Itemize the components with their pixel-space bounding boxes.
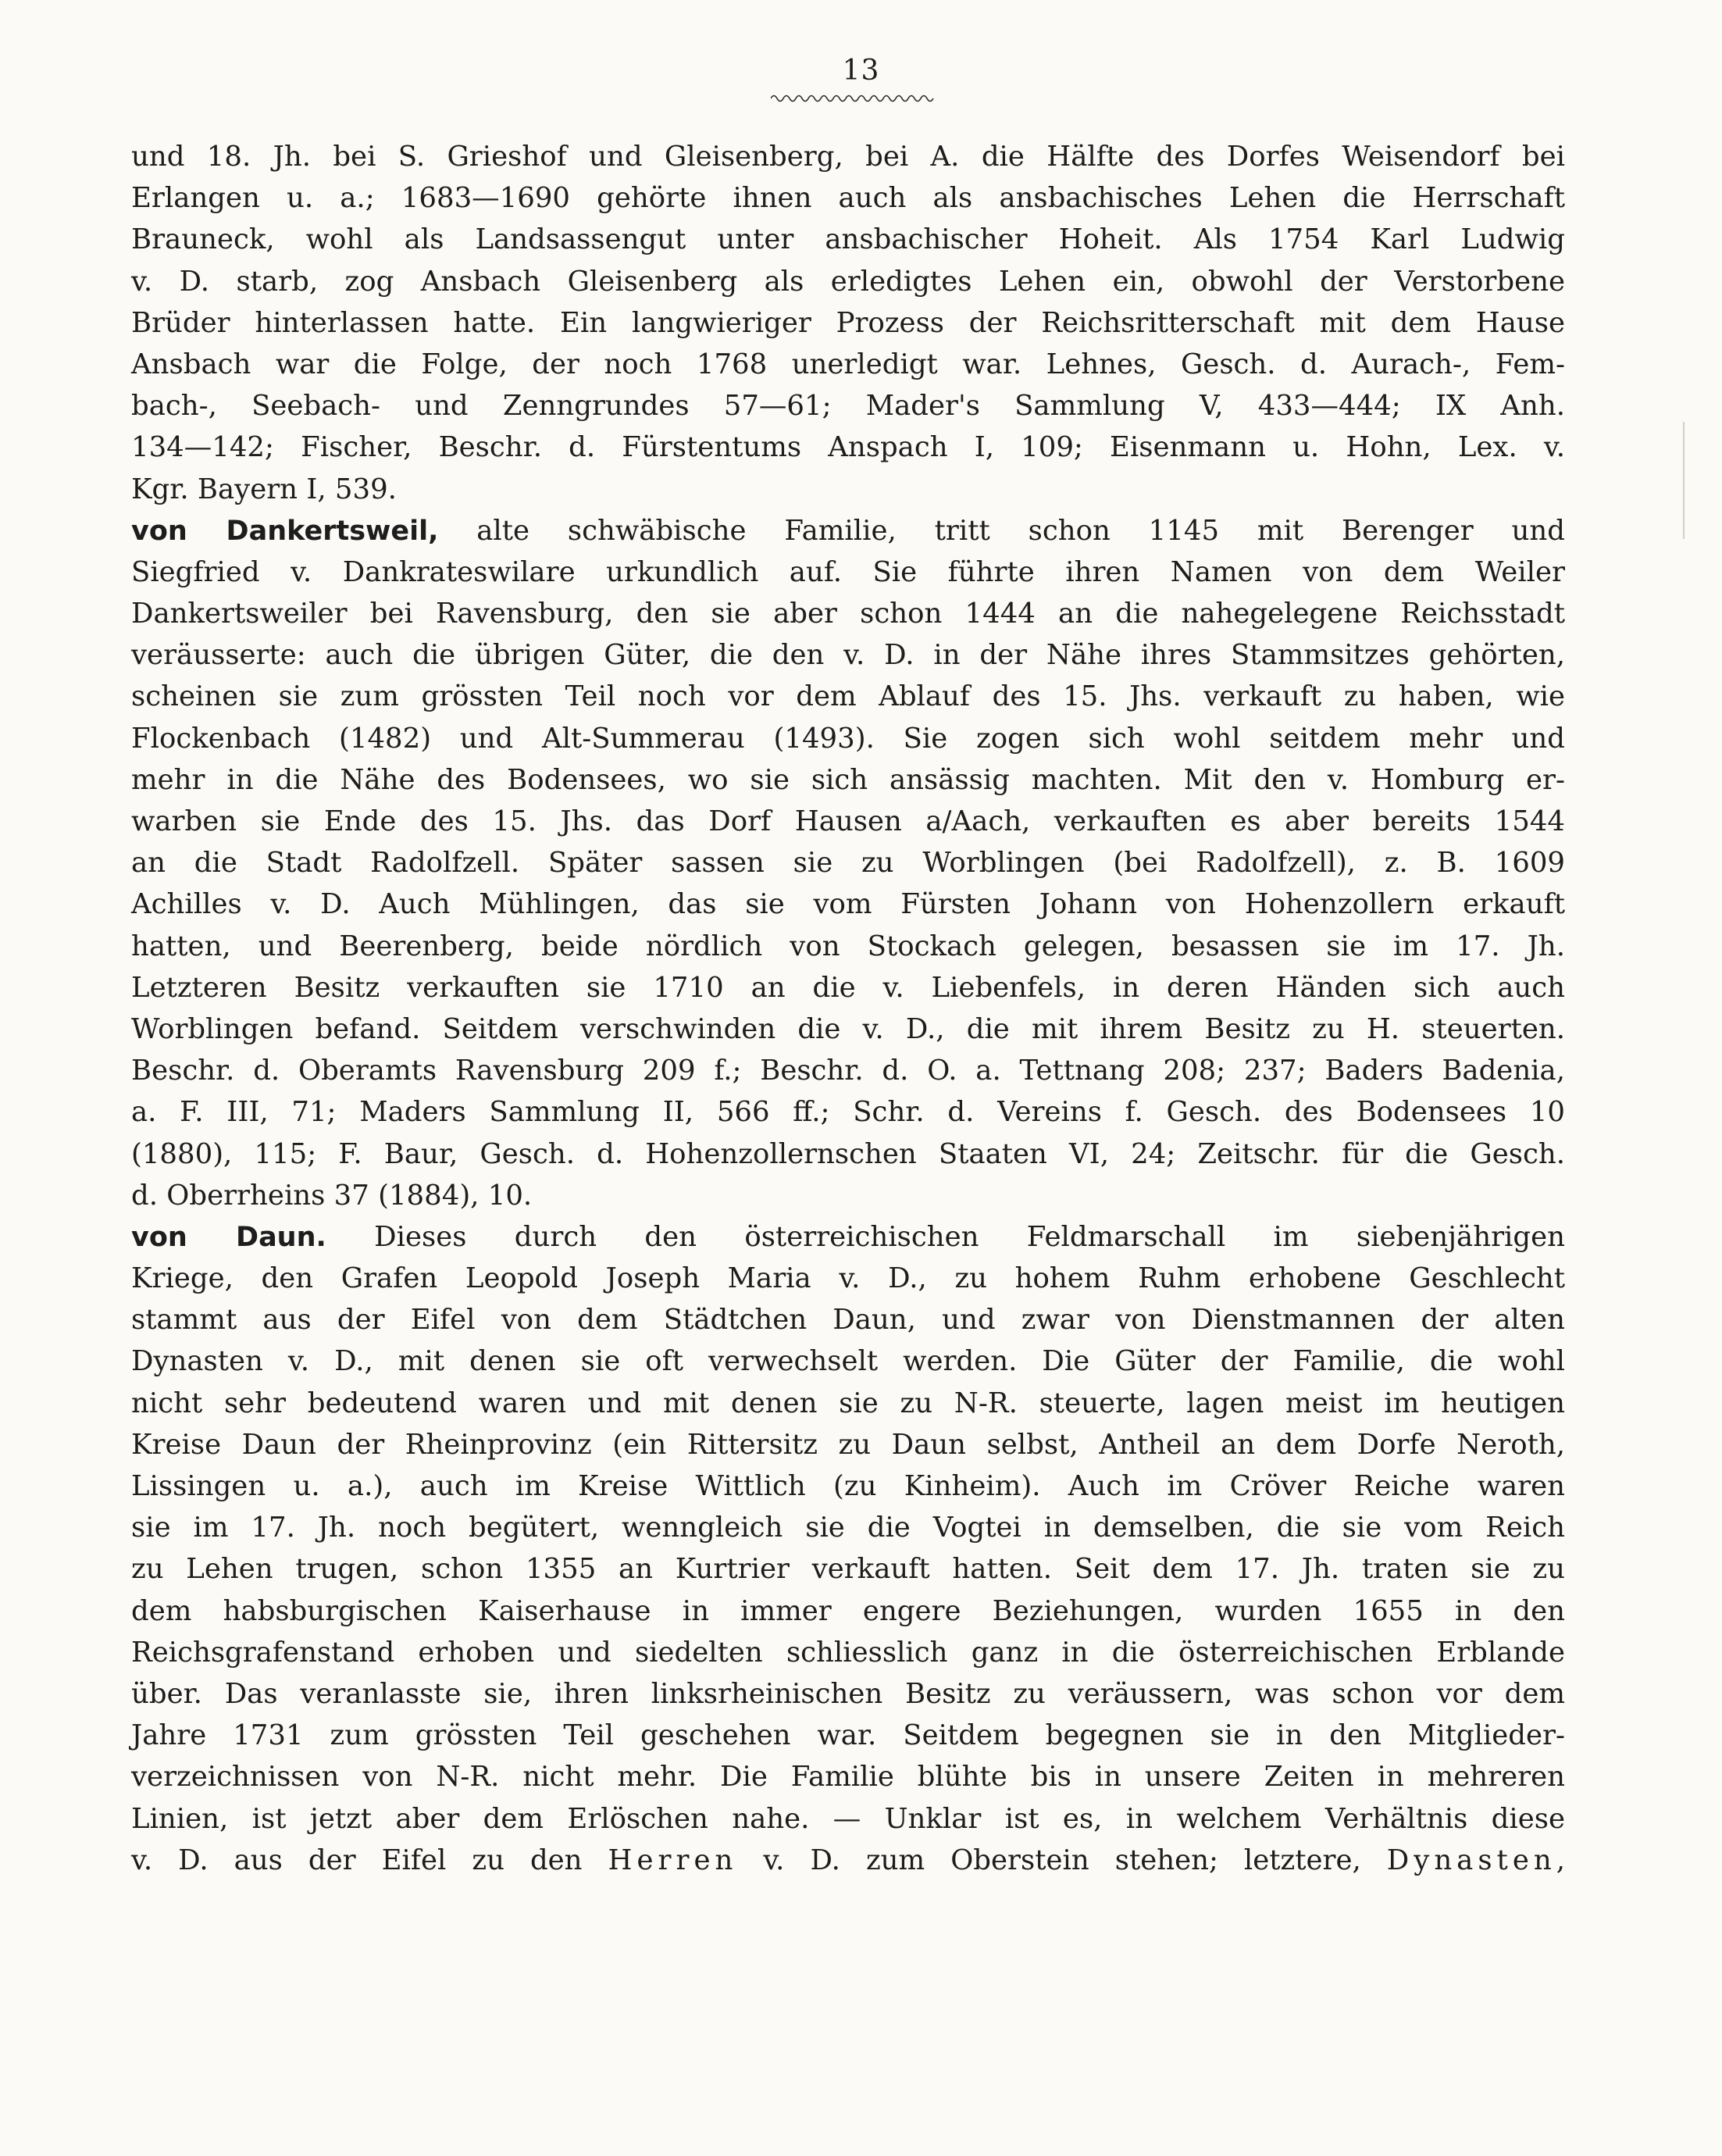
text-line: dem habsburgischen Kaiserhause in immer engere Beziehungen, wurden 1655 in den <box>131 1594 1565 1627</box>
margin-scan-mark <box>1683 422 1685 539</box>
page-number: 13 <box>842 55 880 87</box>
text-line: Siegfried v. Dankrateswilare urkundlich auf. Sie führte ihren Namen von dem Weiler <box>131 555 1565 588</box>
spaced-word: Dynasten <box>1386 1844 1556 1876</box>
text-line: Brüder hinterlassen hatte. Ein langwieriger Prozess der Reichsritterschaft mit dem Hause <box>131 306 1565 339</box>
text-run: v. D. zum Oberstein stehen; letztere, <box>737 1844 1387 1876</box>
text-line: Worblingen befand. Seitdem verschwinden die v. D., die mit ihrem Besitz zu H. steuerten. <box>131 1012 1565 1045</box>
spaced-word: Herren <box>608 1844 738 1876</box>
text-line: Letzteren Besitz verkauften sie 1710 an die v. Liebenfels, in deren Händen sich auch <box>131 971 1565 1004</box>
text-line <box>131 1840 1565 1881</box>
text-line: Kgr. Bayern I, 539. <box>131 473 397 505</box>
text-line: Kreise Daun der Rheinprovinz (ein Rittersitz zu Daun selbst, Antheil an dem Dorfe Neroth, <box>131 1428 1565 1461</box>
text-line: Lissingen u. a.), auch im Kreise Wittlich (zu Kinheim). Auch im Cröver Reiche waren <box>131 1470 1565 1502</box>
text-line: an die Stadt Radolfzell. Später sassen sie zu Worblingen (bei Radolfzell), z. B. 1609 <box>131 847 1565 880</box>
wavy-ornament-divider <box>771 93 935 104</box>
text-line: warben sie Ende des 15. Jhs. das Dorf Hausen a/Aach, verkauften es aber bereits 1544 <box>131 805 1565 837</box>
text-line: v. D. starb, zog Ansbach Gleisenberg als erledigtes Lehen ein, obwohl der Verstorbene <box>131 265 1565 298</box>
text-line: Kriege, den Grafen Leopold Joseph Maria v. D., zu hohem Ruhm erhobene Geschlecht <box>131 1262 1565 1295</box>
text-line: sie im 17. Jh. noch begütert, wenngleich sie die Vogtei in demselben, die sie vom Reich <box>131 1512 1565 1544</box>
entry-line-daun <box>131 1216 1565 1258</box>
text-run: v. D. aus der Eifel zu den <box>131 1844 608 1876</box>
body-text <box>131 136 1565 1881</box>
text-line: und 18. Jh. bei S. Grieshof und Gleisenberg, bei A. die Hälfte des Dorfes Weisendorf bei <box>131 141 1565 173</box>
text-run: Dieses durch den österreichischen Feldmarschall im siebenjährigen <box>326 1220 1566 1253</box>
text-line: zu Lehen trugen, schon 1355 an Kurtrier verkauft hatten. Seit dem 17. Jh. traten sie zu <box>131 1553 1565 1586</box>
text-line: Ansbach war die Folge, der noch 1768 unerledigt war. Lehnes, Gesch. d. Aurach-, Fem- <box>131 348 1565 380</box>
text-line: Dankertsweiler bei Ravensburg, den sie aber schon 1444 an die nahegelegene Reichsstadt <box>131 598 1565 630</box>
text-line: (1880), 115; F. Baur, Gesch. d. Hohenzollernschen Staaten VI, 24; Zeitschr. für die Gesch. <box>131 1137 1565 1170</box>
text-line: Linien, ist jetzt aber dem Erlöschen nahe. — Unklar ist es, in welchem Verhältnis diese <box>131 1802 1565 1835</box>
text-line: hatten, und Beerenberg, beide nördlich von Stockach gelegen, besassen sie im 17. Jh. <box>131 930 1565 962</box>
text-line: Dynasten v. D., mit denen sie oft verwechselt werden. Die Güter der Familie, die wohl <box>131 1345 1565 1378</box>
text-line: über. Das veranlasste sie, ihren linksrheinischen Besitz zu veräussern, was schon vor dem <box>131 1677 1565 1710</box>
text-line: stammt aus der Eifel von dem Städtchen Daun, und zwar von Dienstmannen der alten <box>131 1304 1565 1337</box>
text-line: a. F. III, 71; Maders Sammlung II, 566 ff.; Schr. d. Vereins f. Gesch. des Bodensees 10 <box>131 1096 1565 1129</box>
text-run: alte schwäbische Familie, tritt schon 1145 mit Berenger und <box>438 514 1566 547</box>
text-line: Brauneck, wohl als Landsassengut unter ansbachischer Hoheit. Als 1754 Karl Ludwig <box>131 223 1565 256</box>
text-line: Flockenbach (1482) und Alt-Summerau (1493). Sie zogen sich wohl seitdem mehr und <box>131 722 1565 755</box>
text-line: d. Oberrheins 37 (1884), 10. <box>131 1179 533 1212</box>
text-line: mehr in die Nähe des Bodensees, wo sie sich ansässig machten. Mit den v. Homburg er- <box>131 763 1565 796</box>
text-line: Erlangen u. a.; 1683—1690 gehörte ihnen auch als ansbachisches Lehen die Herrschaft <box>131 182 1565 215</box>
text-line: verzeichnissen von N-R. nicht mehr. Die Familie blühte bis in unsere Zeiten in mehreren <box>131 1761 1565 1794</box>
text-line: scheinen sie zum grössten Teil noch vor dem Ablauf des 15. Jhs. verkauft zu haben, wie <box>131 680 1565 713</box>
text-line: nicht sehr bedeutend waren und mit denen sie zu N-R. steuerte, lagen meist im heutigen <box>131 1387 1565 1419</box>
text-line: Jahre 1731 zum grössten Teil geschehen war. Seitdem begegnen sie in den Mitglieder- <box>131 1719 1565 1752</box>
entry-line-dankertsweil <box>131 510 1565 551</box>
text-line: Achilles v. D. Auch Mühlingen, das sie vom Fürsten Johann von Hohenzollern erkauft <box>131 888 1565 921</box>
text-run: , <box>1556 1844 1565 1876</box>
text-line: Beschr. d. Oberamts Ravensburg 209 f.; Beschr. d. O. a. Tettnang 208; 237; Baders Badenia, <box>131 1055 1565 1087</box>
text-line: bach-, Seebach- und Zenngrundes 57—61; Mader's Sammlung V, 433—444; IX Anh. <box>131 390 1565 423</box>
text-line: Reichsgrafenstand erhoben und siedelten schliesslich ganz in die österreichischen Erblande <box>131 1636 1565 1669</box>
entry-heading-daun: von Daun. <box>131 1221 326 1253</box>
entry-heading-dankertsweil: von Dankertsweil, <box>131 515 439 547</box>
text-line: veräusserte: auch die übrigen Güter, die den v. D. in der Nähe ihres Stammsitzes gehörten, <box>131 639 1565 672</box>
text-line: 134—142; Fischer, Beschr. d. Fürstentums Anspach I, 109; Eisenmann u. Hohn, Lex. v. <box>131 431 1565 464</box>
